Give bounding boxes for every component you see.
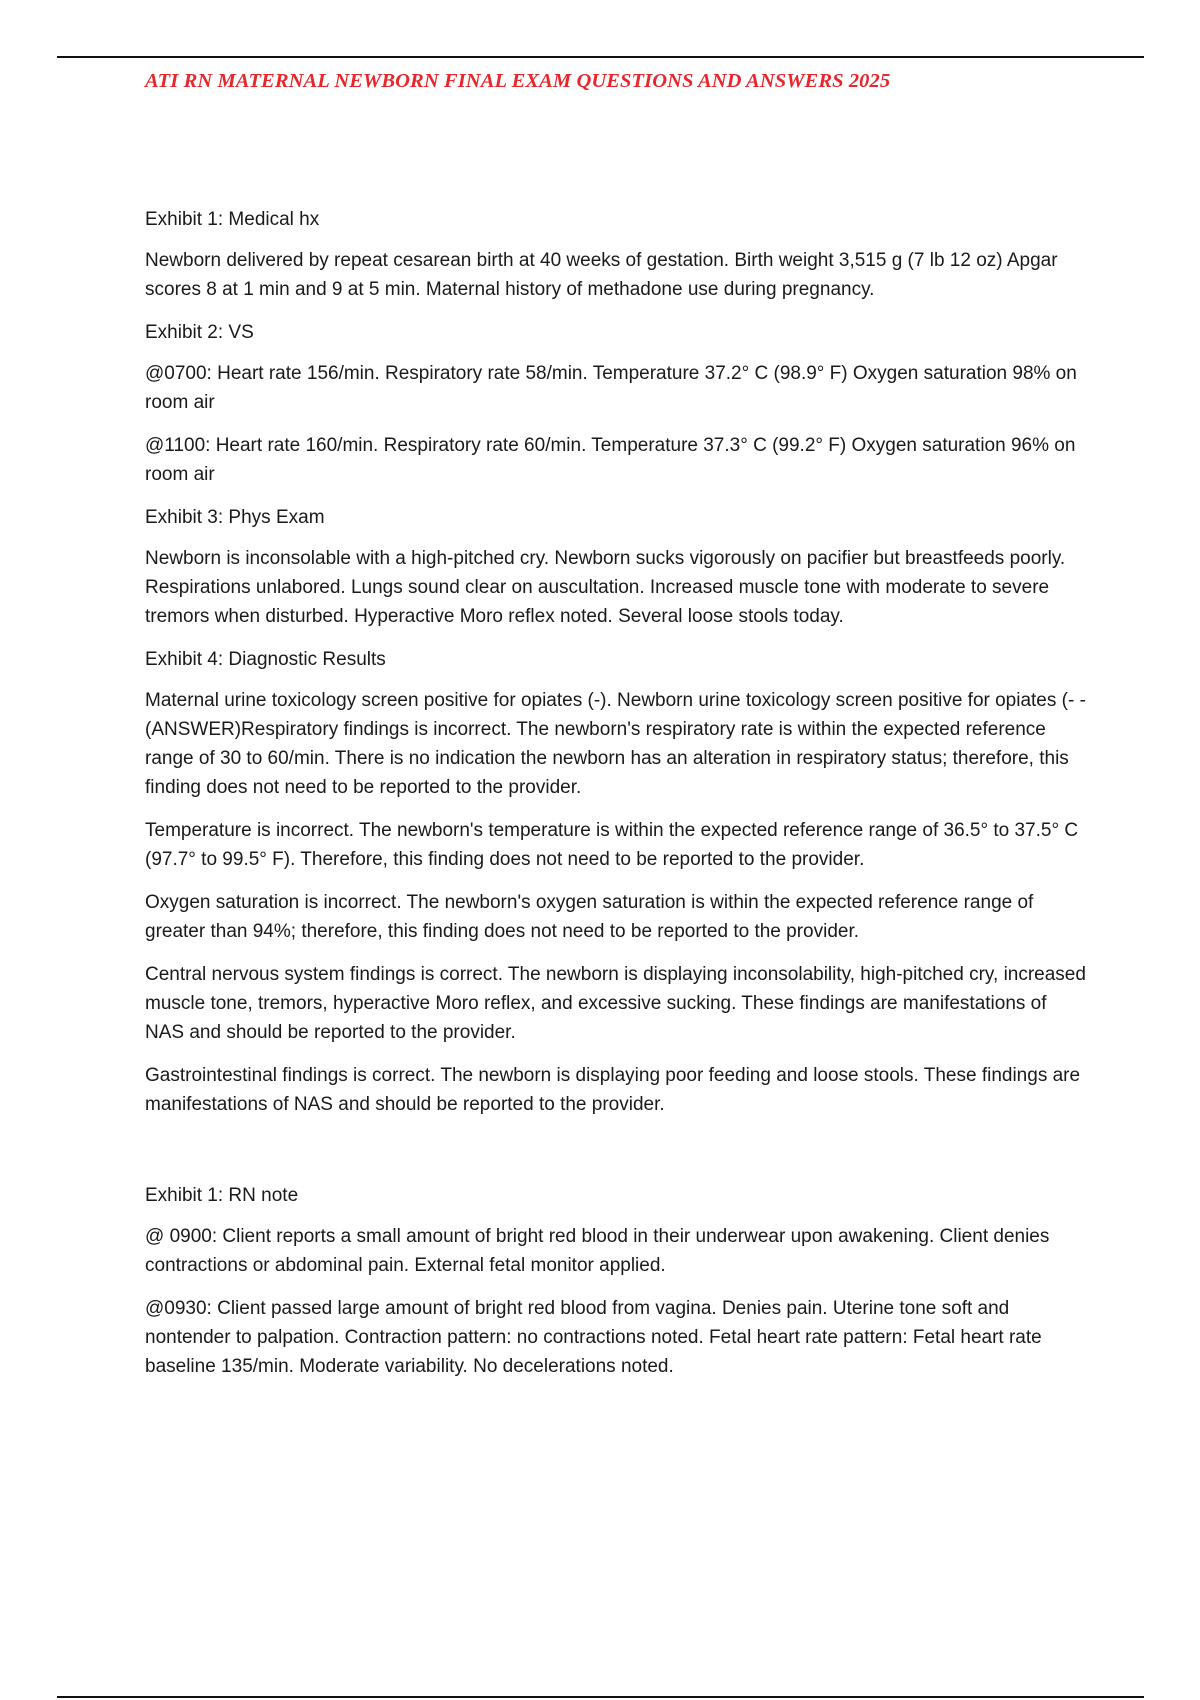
vitals-0700: @0700: Heart rate 156/min. Respiratory rate 58/min. Temperature 37.2° C (98.9° F) Oxygen saturation 98% on room air (145, 363, 1077, 413)
temperature-rationale: Temperature is incorrect. The newborn's temperature is within the expected reference range of 36.5° to 37.5° C (97.7° to 99.5° F). Therefore, this finding does not need to be reported to the provider. (145, 820, 1079, 870)
exhibit-3-phys-exam-text: Newborn is inconsolable with a high-pitched cry. Newborn sucks vigorously on pacifier but breastfeeds poorly. Respirations unlabored. Lungs sound clear on auscultation. Increased muscle tone with moderate to severe tremors when disturbed. Hyperactive Moro reflex noted. Several loose stools today. (145, 548, 1066, 627)
exhibit-1-medical-hx-label: Exhibit 1: Medical hx (145, 209, 320, 230)
header-rule (57, 56, 1144, 58)
exhibit-1-medical-hx-text: Newborn delivered by repeat cesarean birth at 40 weeks of gestation. Birth weight 3,515 g (7 lb 12 oz) Apgar scores 8 at 1 min and 9 at 5 min. Maternal history of methadone use during pregnancy. (145, 250, 1058, 300)
exhibit-4-diagnostic-text: Maternal urine toxicology screen positive for opiates (-). Newborn urine toxicology screen positive for opiates (- - (ANSWER)Respiratory findings is incorrect. The newborn's respiratory rate is within the expected reference range of 30 to 60/min. There is no indication the newborn has an alteration in respiratory status; therefore, this finding does not need to be reported to the provider. (145, 690, 1086, 798)
document-body (145, 205, 1090, 1395)
rn-note-0930: @0930: Client passed large amount of bright red blood from vagina. Denies pain. Uterine tone soft and nontender to palpation. Contraction pattern: no contractions noted. Fetal heart rate pattern: Fetal heart rate baseline 135/min. Moderate variability. No decelerations noted. (145, 1298, 1042, 1377)
footer-rule (57, 1696, 1144, 1698)
cns-rationale: Central nervous system findings is correct. The newborn is displaying inconsolability, high-pitched cry, increased muscle tone, tremors, hyperactive Moro reflex, and excessive sucking. These findings are manifestations of NAS and should be reported to the provider. (145, 964, 1086, 1043)
rn-note-0900: @ 0900: Client reports a small amount of bright red blood in their underwear upon awakening. Client denies contractions or abdominal pain. External fetal monitor applied. (145, 1226, 1050, 1276)
exhibit-3-phys-exam-label: Exhibit 3: Phys Exam (145, 507, 325, 528)
gi-rationale: Gastrointestinal findings is correct. The newborn is displaying poor feeding and loose stools. These findings are manifestations of NAS and should be reported to the provider. (145, 1065, 1081, 1115)
document-title: ATI RN MATERNAL NEWBORN FINAL EXAM QUESTIONS AND ANSWERS 2025 (145, 70, 891, 92)
vitals-1100: @1100: Heart rate 160/min. Respiratory rate 60/min. Temperature 37.3° C (99.2° F) Oxygen saturation 96% on room air (145, 435, 1076, 485)
exhibit-1-rn-note-label: Exhibit 1: RN note (145, 1185, 299, 1206)
exhibit-4-diagnostic-label: Exhibit 4: Diagnostic Results (145, 649, 386, 670)
section-spacer (145, 1133, 1090, 1181)
exhibit-2-vs-label: Exhibit 2: VS (145, 322, 254, 343)
oxygen-rationale: Oxygen saturation is incorrect. The newborn's oxygen saturation is within the expected reference range of greater than 94%; therefore, this finding does not need to be reported to the provider. (145, 892, 1034, 942)
